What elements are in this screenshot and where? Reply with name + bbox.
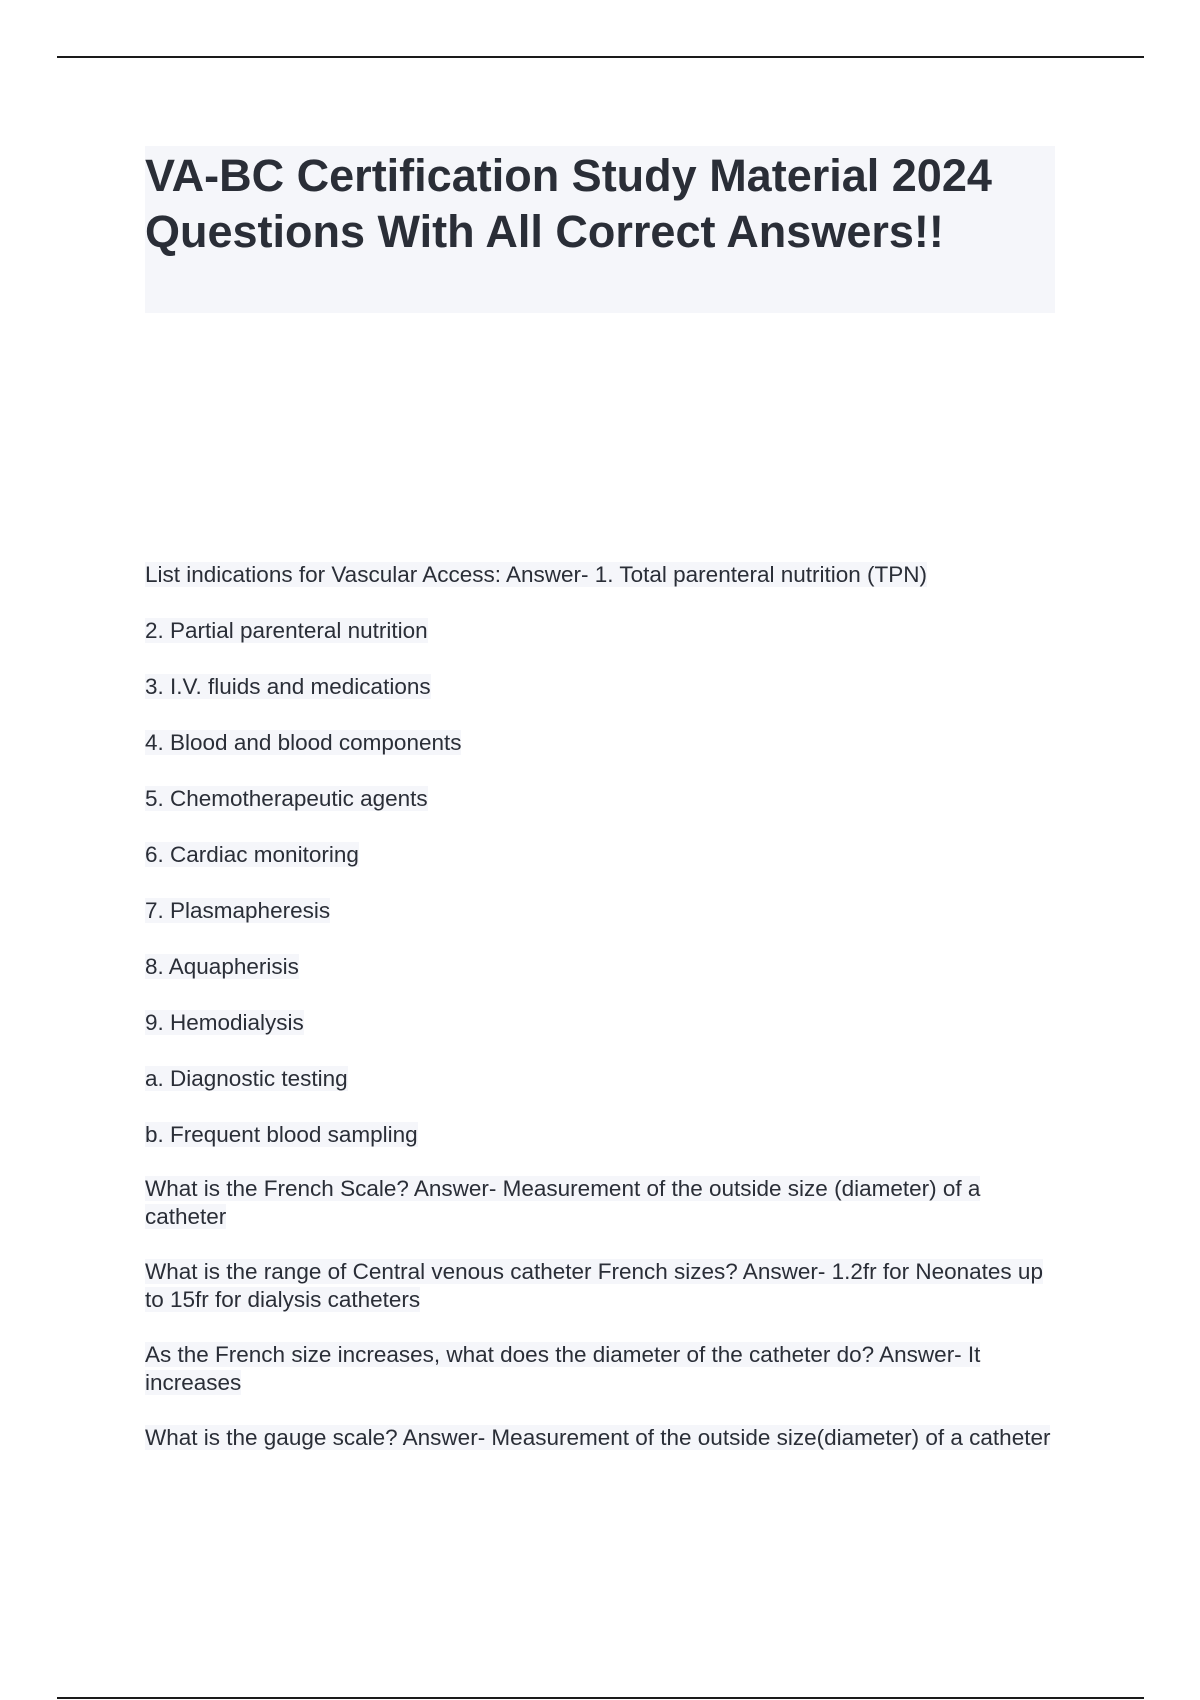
list-item-text: 9. Hemodialysis (145, 1010, 304, 1035)
list-item-text: 3. I.V. fluids and medications (145, 674, 431, 699)
list-item-text: 7. Plasmapheresis (145, 898, 331, 923)
qa-item (145, 1258, 1055, 1314)
qa-text: What is the French Scale? Answer- Measurement of the outside size (diameter) of a catheter (145, 1176, 981, 1229)
list-item (145, 729, 1055, 785)
list-item (145, 673, 1055, 729)
list-item-text: 8. Aquapherisis (145, 954, 299, 979)
list-item-text: a. Diagnostic testing (145, 1066, 348, 1091)
list-item-text: 5. Chemotherapeutic agents (145, 786, 428, 811)
document-body (145, 561, 1055, 1479)
qa-item (145, 1341, 1055, 1397)
list-item (145, 841, 1055, 897)
list-item-text: 6. Cardiac monitoring (145, 842, 359, 867)
qa-text: What is the range of Central venous catheter French sizes? Answer- 1.2fr for Neonates up to 15fr for dialysis catheters (145, 1259, 1043, 1312)
list-item (145, 953, 1055, 1009)
list-item (145, 1009, 1055, 1065)
qa-text: What is the gauge scale? Answer- Measurement of the outside size(diameter) of a catheter (145, 1425, 1051, 1450)
list-item-text: List indications for Vascular Access: Answer- 1. Total parenteral nutrition (TPN) (145, 562, 928, 587)
list-item-text: 4. Blood and blood components (145, 730, 462, 755)
list-item-text: b. Frequent blood sampling (145, 1122, 418, 1147)
list-item (145, 785, 1055, 841)
list-item (145, 1065, 1055, 1121)
list-item (145, 1121, 1055, 1175)
qa-item (145, 1424, 1055, 1452)
header-rule (57, 56, 1144, 58)
list-item (145, 897, 1055, 953)
qa-text: As the French size increases, what does the diameter of the catheter do? Answer- It increases (145, 1342, 981, 1395)
list-item (145, 561, 1055, 617)
document-title: VA-BC Certification Study Material 2024 Questions With All Correct Answers!! (145, 150, 992, 257)
list-item-text: 2. Partial parenteral nutrition (145, 618, 428, 643)
list-item (145, 617, 1055, 673)
footer-rule (57, 1697, 1144, 1699)
title-block (145, 146, 1055, 313)
qa-item (145, 1175, 1055, 1231)
